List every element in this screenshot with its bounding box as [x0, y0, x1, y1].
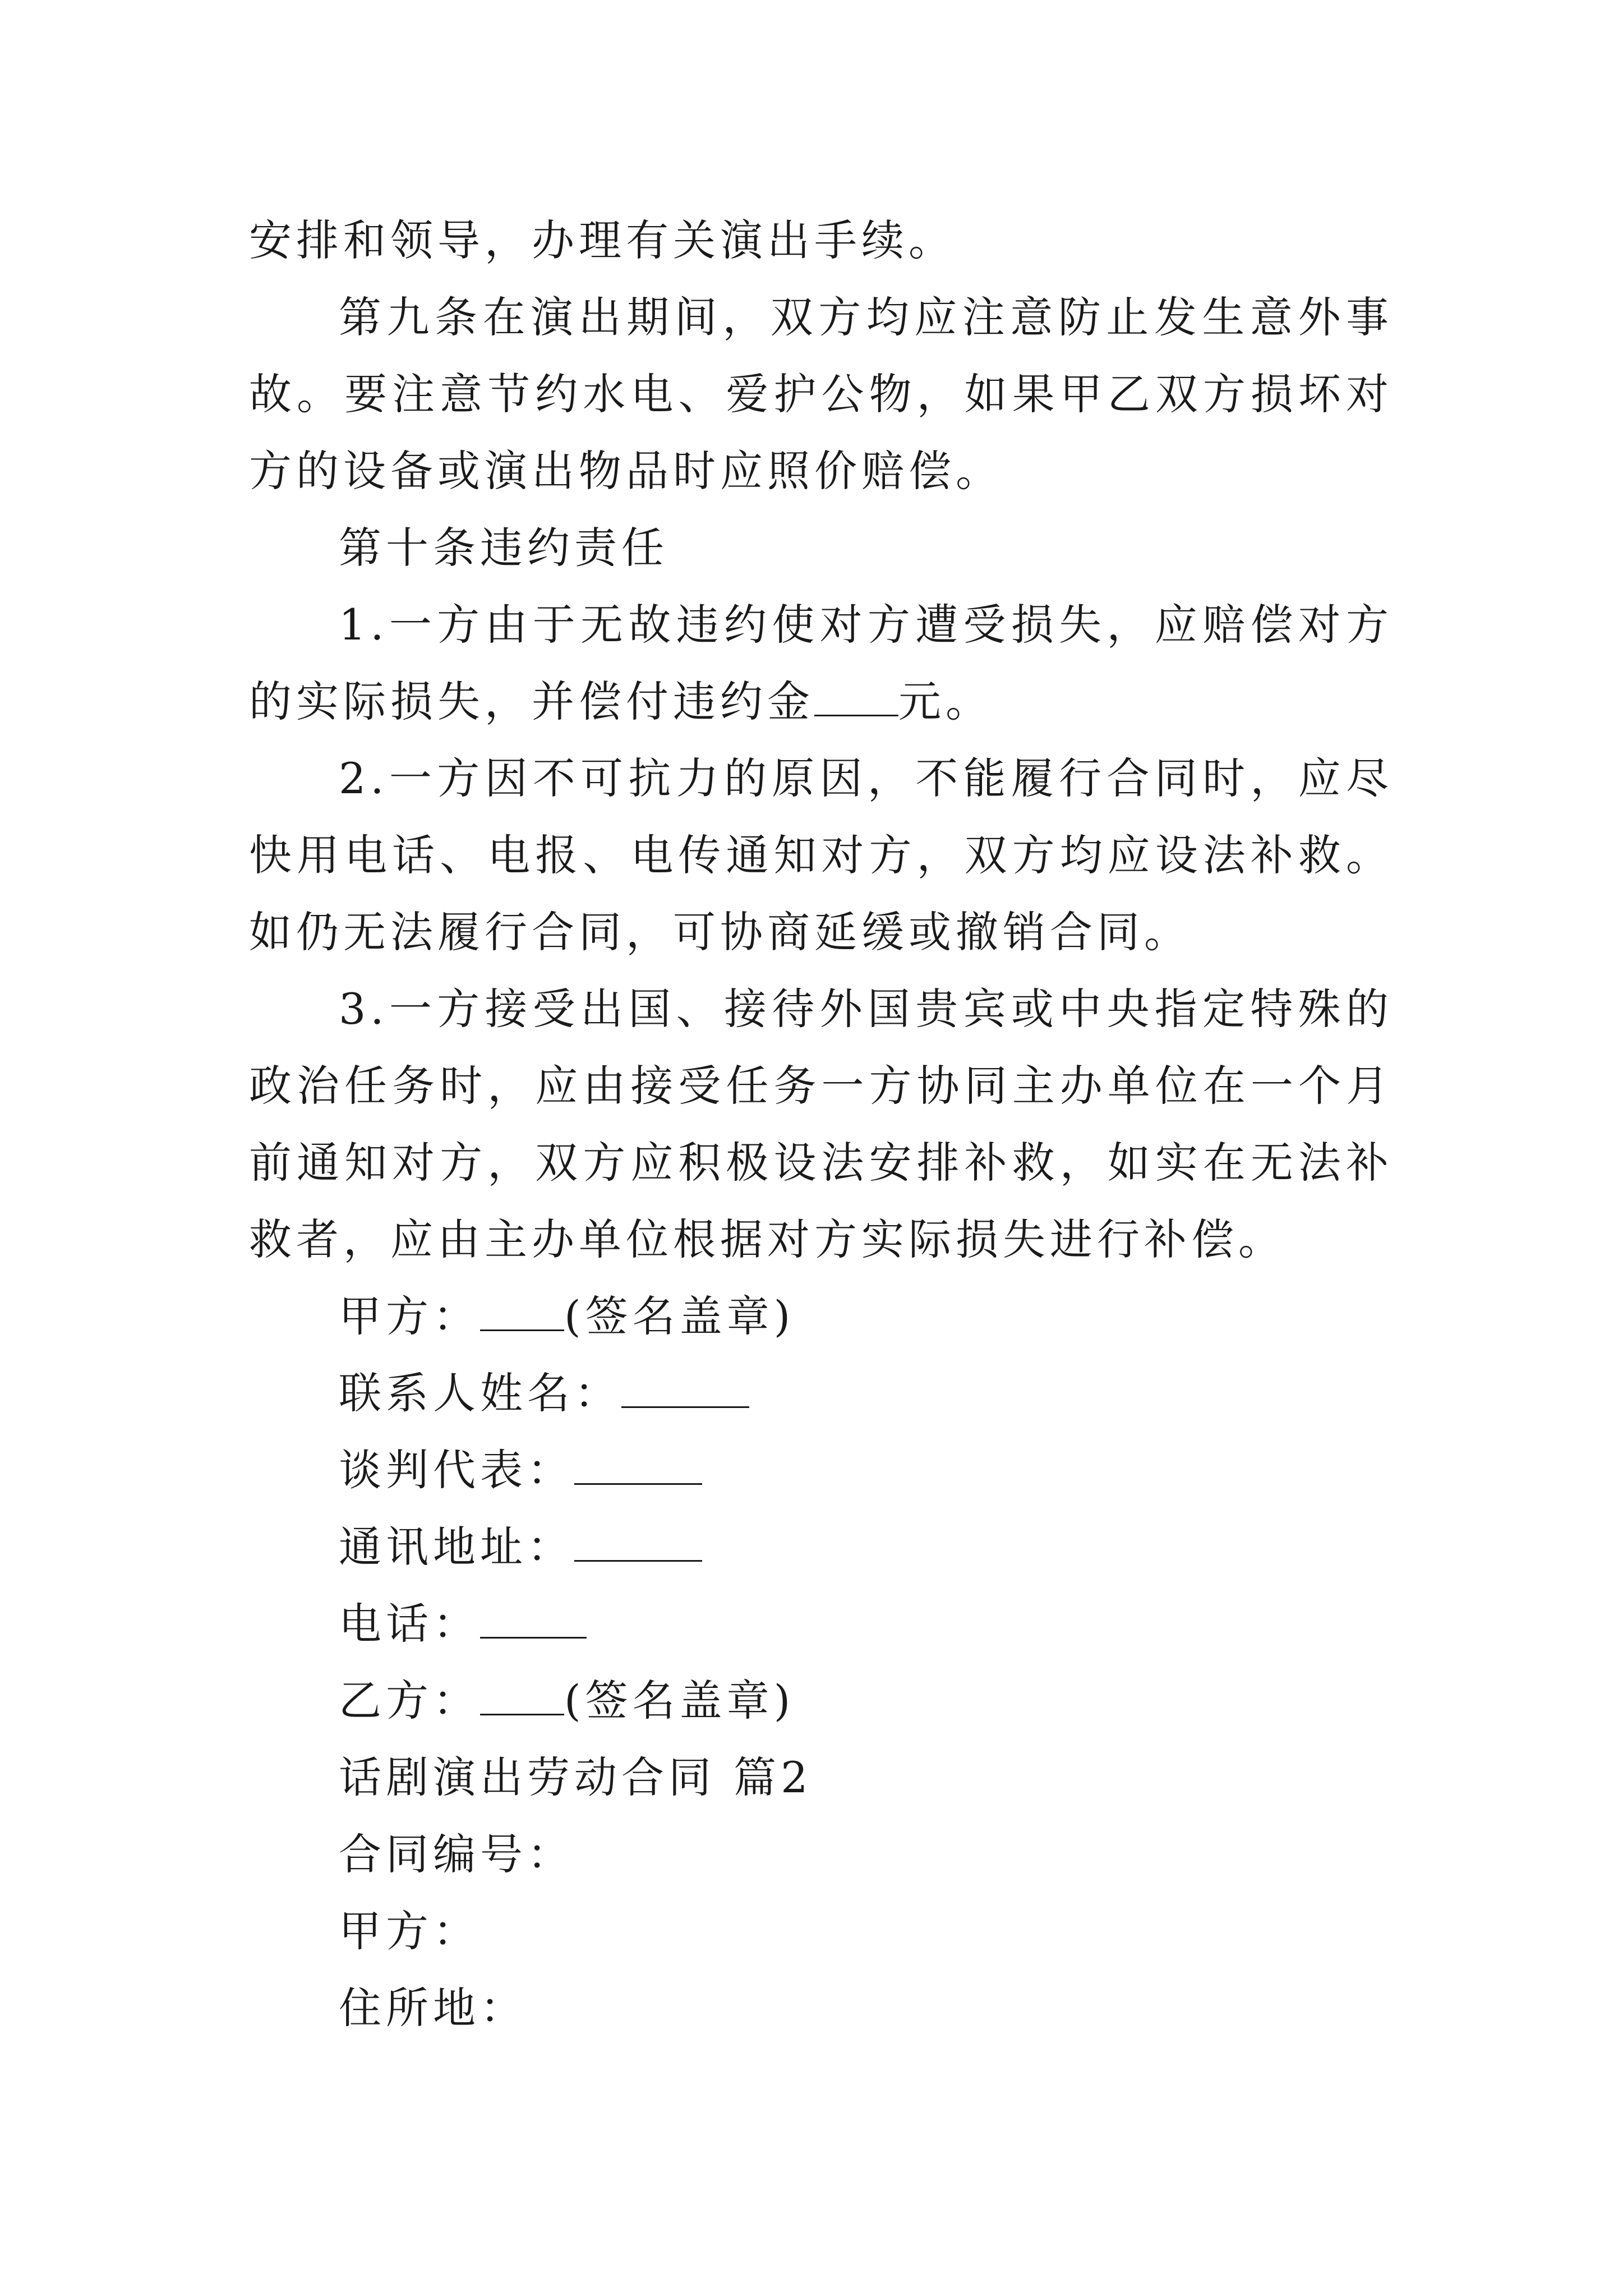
negotiator-line: [249, 1432, 1393, 1508]
clause-ten-title: 第十条违约责任: [339, 523, 668, 573]
section-title: 话剧演出劳动合同 篇2: [339, 1752, 813, 1802]
breach-item-3: 3.一方接受出国、接待外国贵宾或中央指定特殊的政治任务时，应由接受任务一方协同主办单位在一个月前通知对方，双方应积极设法安排补救，如实在无法补救者，应由主办单位根据对方实际损失进行补偿。: [249, 984, 1393, 1264]
contact-name-blank: [621, 1373, 749, 1408]
negotiator-blank: [574, 1450, 702, 1485]
party-b-signature-line: [249, 1662, 1393, 1739]
party-a-sign-note: (签名盖章): [564, 1291, 795, 1341]
negotiator-label: 谈判代表：: [339, 1445, 574, 1495]
penalty-amount-blank: [814, 681, 898, 716]
breach-item-1-unit: 元。: [898, 677, 993, 726]
phone-blank: [480, 1603, 587, 1639]
paragraph-arrangement: 安排和领导，办理有关演出手续。: [249, 215, 956, 265]
party-b-label: 乙方：: [339, 1676, 480, 1726]
address-label: 通讯地址：: [339, 1522, 574, 1572]
phone-label: 电话：: [339, 1599, 480, 1649]
contact-name-label: 联系人姓名：: [339, 1368, 621, 1418]
breach-item-2: 2.一方因不可抗力的原因，不能履行合同时，应尽快用电话、电报、电传通知对方，双方均应设法补救。如仍无法履行合同，可协商延缓或撤销合同。: [249, 753, 1393, 957]
party-b-sign-note: (签名盖章): [564, 1676, 795, 1726]
address-blank: [574, 1526, 702, 1562]
breach-item-1: [249, 586, 1393, 740]
party-a-label: 甲方：: [339, 1291, 480, 1341]
phone-line: [249, 1585, 1393, 1662]
document-body: [249, 202, 1393, 2046]
breach-item-1-text: 1.一方由于无故违约使对方遭受损失，应赔偿对方的实际损失，并偿付违约金: [249, 600, 1393, 726]
party-a-blank: [480, 1296, 564, 1331]
party-a-2-line: 甲方：: [339, 1906, 480, 1956]
party-b-blank: [480, 1680, 564, 1715]
residence-line: 住所地：: [339, 1983, 527, 2033]
contract-number-line: 合同编号：: [339, 1829, 574, 1879]
clause-nine: 第九条在演出期间，双方均应注意防止发生意外事故。要注意节约水电、爱护公物，如果甲乙双方损坏对方的设备或演出物品时应照价赔偿。: [249, 292, 1393, 496]
contact-name-line: [249, 1355, 1393, 1432]
address-line: [249, 1508, 1393, 1585]
party-a-signature-line: [249, 1278, 1393, 1355]
